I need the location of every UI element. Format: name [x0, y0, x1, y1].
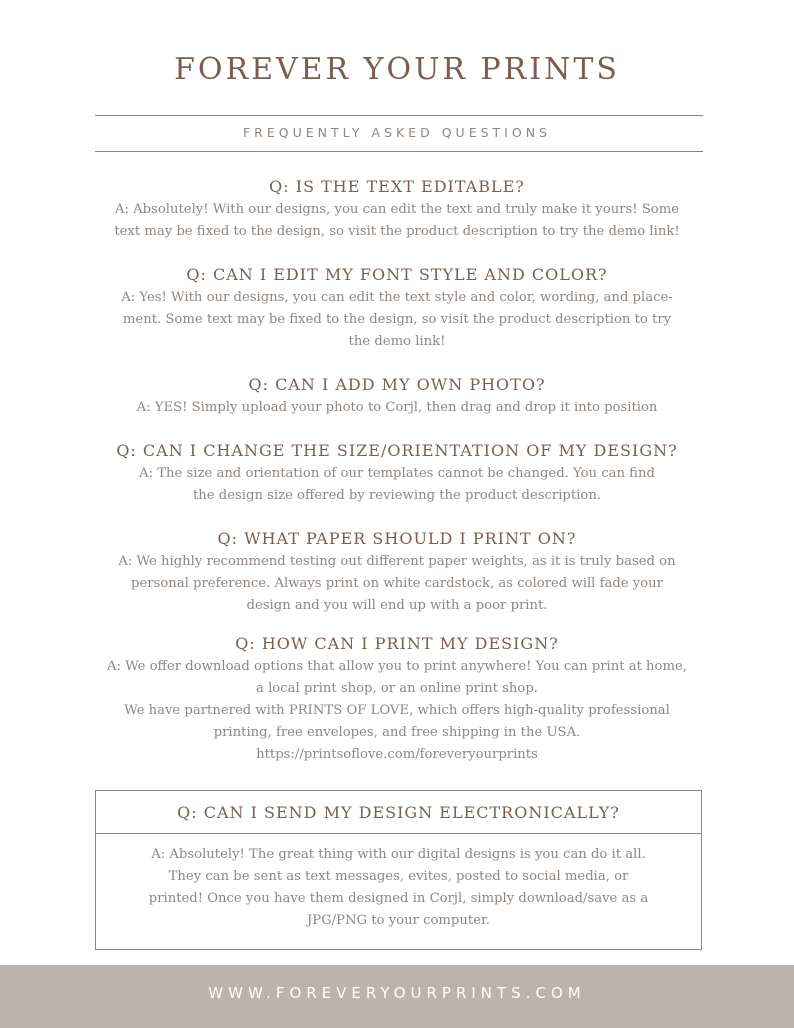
faq-item-font-style [80, 264, 714, 353]
faq-answer-line: A: We highly recommend testing out different paper weights, as it is truly based on [118, 554, 676, 569]
faq-question: Q: WHAT PAPER SHOULD I PRINT ON? [217, 529, 577, 548]
faq-answer-line: A: Absolutely! The great thing with our digital designs is you can do it all. [151, 847, 646, 862]
faq-answer-line: JPG/PNG to your computer. [306, 913, 490, 928]
boxed-faq-question: Q: CAN I SEND MY DESIGN ELECTRONICALLY? [96, 791, 701, 834]
bottom-divider [95, 151, 703, 152]
faq-question: Q: HOW CAN I PRINT MY DESIGN? [235, 634, 559, 653]
faq-answer-line: ment. Some text may be fixed to the design, so visit the product description to try [122, 312, 672, 327]
faq-item-own-photo [80, 374, 714, 419]
faq-answer-line: design and you will end up with a poor print. [246, 598, 548, 613]
faq-answer-line: They can be sent as text messages, evites, posted to social media, or [168, 869, 629, 884]
faq-answer-line: A: Yes! With our designs, you can edit the text style and color, wording, and place- [121, 290, 673, 305]
faq-question: Q: CAN I CHANGE THE SIZE/ORIENTATION OF MY DESIGN? [116, 441, 678, 460]
faq-answer-line: A: The size and orientation of our templates cannot be changed. You can find [139, 466, 655, 481]
top-divider [95, 115, 703, 116]
faq-answer [80, 656, 714, 766]
faq-item-paper [80, 528, 714, 617]
faq-answer-line: the demo link! [348, 334, 446, 349]
faq-question: Q: CAN I EDIT MY FONT STYLE AND COLOR? [186, 265, 608, 284]
faq-answer-line: personal preference. Always print on white cardstock, as colored will fade your [131, 576, 663, 591]
faq-answer-line: printing, free envelopes, and free shipping in the USA. [213, 725, 581, 740]
faq-answer-link[interactable]: https://printsoflove.com/foreveryourprints [256, 747, 538, 762]
footer-website-link[interactable]: WWW.FOREVERYOURPRINTS.COM [208, 984, 586, 1002]
faq-item-text-editable [80, 176, 714, 243]
faq-question: Q: IS THE TEXT EDITABLE? [269, 177, 525, 196]
faq-answer-line: We have partnered with PRINTS OF LOVE, which offers high-quality professional [124, 703, 670, 718]
page-title: FOREVER YOUR PRINTS [174, 52, 620, 87]
footer-bar [0, 965, 794, 1028]
faq-answer-line: A: YES! Simply upload your photo to Corjl, then drag and drop it into position [136, 400, 658, 415]
faq-answer-line: A: Absolutely! With our designs, you can edit the text and truly make it yours! Some [114, 202, 680, 217]
faq-item-print-design [80, 633, 714, 766]
faq-answer [80, 463, 714, 507]
faq-answer [80, 287, 714, 353]
faq-answer-line: A: We offer download options that allow you to print anywhere! You can print at home, [106, 659, 687, 674]
faq-answer [80, 199, 714, 243]
faq-answer-line: text may be fixed to the design, so visit the product description to try the demo link! [114, 224, 680, 239]
faq-answer [80, 397, 714, 419]
faq-answer-line: the design size offered by reviewing the product description. [192, 488, 602, 503]
boxed-faq [95, 790, 702, 950]
page-subtitle: FREQUENTLY ASKED QUESTIONS [242, 125, 551, 140]
faq-answer-line: printed! Once you have them designed in Corjl, simply download/save as a [148, 891, 649, 906]
faq-item-size-orientation [80, 440, 714, 507]
faq-question: Q: CAN I ADD MY OWN PHOTO? [248, 375, 546, 394]
boxed-faq-answer [96, 834, 701, 932]
faq-answer-line: a local print shop, or an online print shop. [256, 681, 538, 696]
faq-answer [80, 551, 714, 617]
